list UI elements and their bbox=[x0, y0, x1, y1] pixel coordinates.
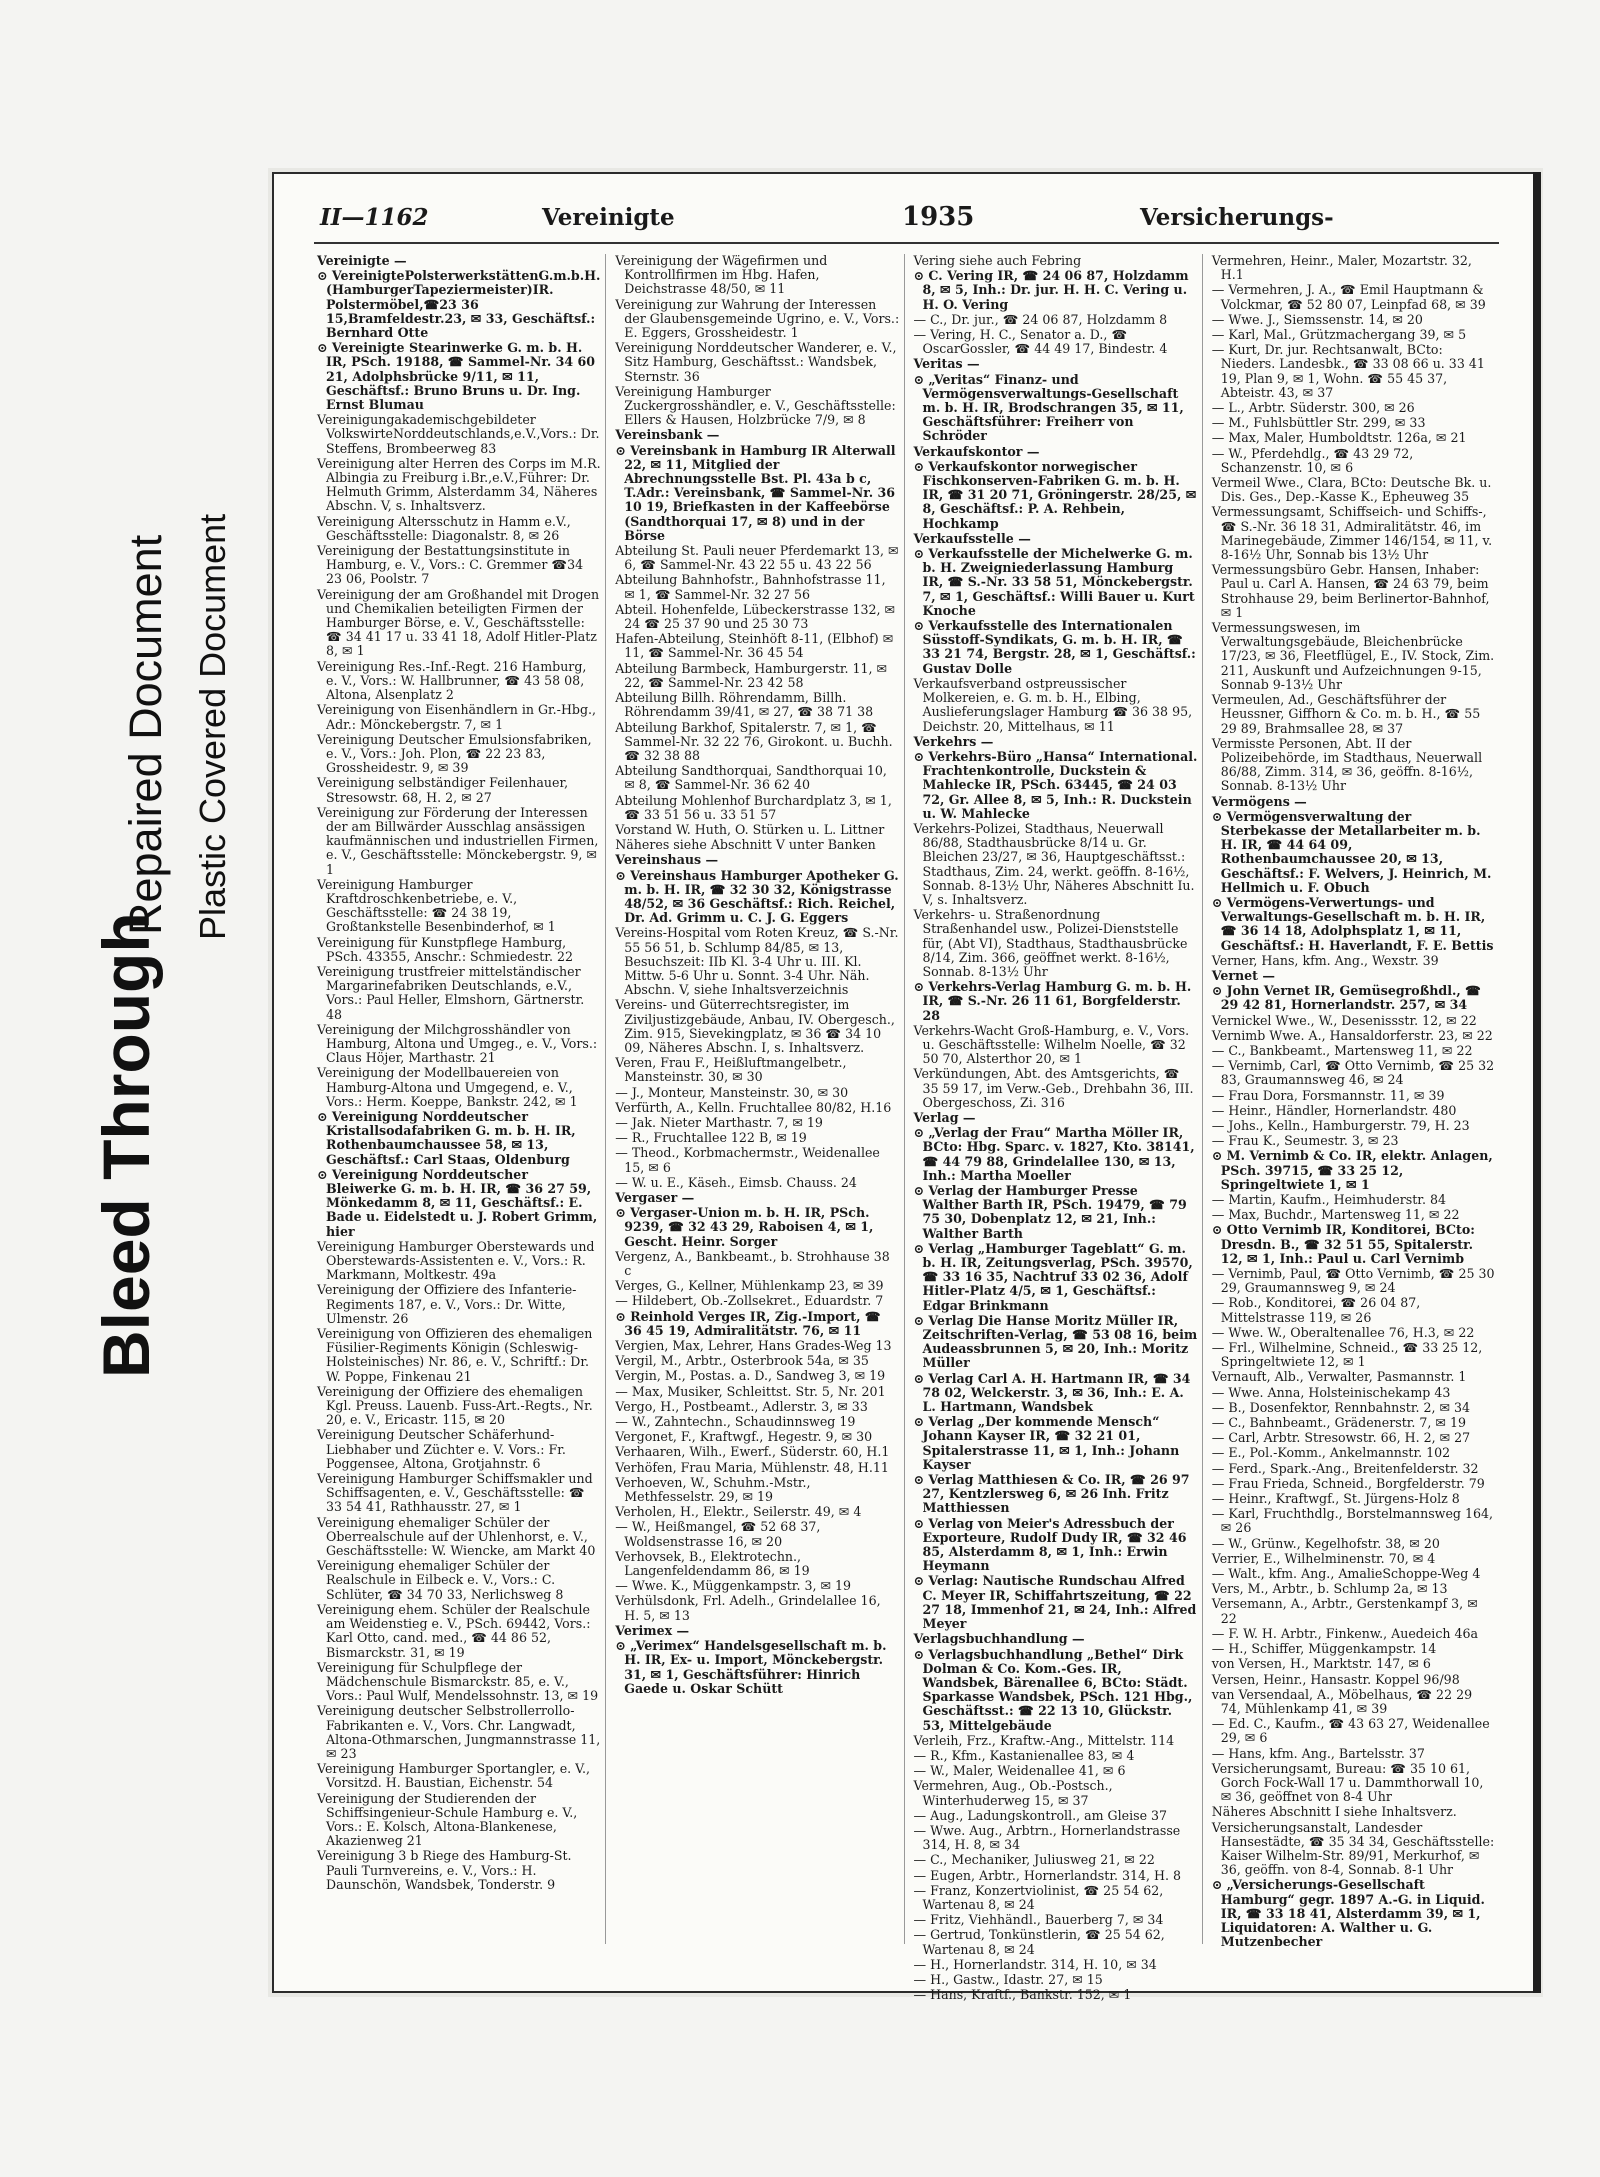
directory-entry: — Frau Dora, Forsmannstr. 11, ✉ 39 bbox=[1211, 1087, 1445, 1103]
directory-entry: — Fritz, Viehhändl., Bauerberg 7, ✉ 34 bbox=[913, 1912, 1164, 1928]
directory-entry: Vermeulen, Ad., Geschäftsführer der Heussner, Giffhorn & Co. m. b. H., ☎ 55 29 89, Brahmsallee 28, ✉ 37 bbox=[1211, 692, 1481, 736]
directory-entry: ⊙ Vermögens-Verwertungs- und Verwaltungs-Gesellschaft m. b. H. IR, ☎ 36 14 18, Adolphsplatz 1, ✉ 11, Geschäftsf.: H. Haverlandt, F. E. Bettis bbox=[1211, 894, 1494, 953]
directory-entry: — Karl, Mal., Grützmachergang 39, ✉ 5 bbox=[1211, 327, 1467, 343]
directory-entry: Vereinigung Hamburger Zuckergrosshändler, e. V., Geschäftsstelle: Ellers & Hausen, Holzbrücke 7/9, ✉ 8 bbox=[615, 383, 896, 428]
directory-entry: Vereinigung der Offiziere des Infanterie-Regiments 187, e. V., Vors.: Dr. Witte, Ulmenstr. 26 bbox=[317, 1282, 577, 1326]
directory-entry: — C., Bahnbeamt., Grädenerstr. 7, ✉ 19 bbox=[1211, 1415, 1467, 1431]
directory-entry: Vereinshaus — bbox=[615, 852, 719, 868]
directory-entry: Vereinigung von Offizieren des ehemaligen Füsilier-Regiments Königin (Schleswig-Holsteinisches) Nr. 86, e. V., Schriftf.: Dr. W. Poppe, Finkenau 21 bbox=[317, 1326, 593, 1384]
directory-entry: Vereinigung Norddeutscher Wanderer, e. V., Sitz Hamburg, Geschäftsst.: Wandsbek, Sternstr. 36 bbox=[615, 340, 897, 384]
directory-entry: — W., Heißmangel, ☎ 52 68 37, Woldsenstrasse 16, ✉ 20 bbox=[615, 1519, 821, 1549]
directory-entry: Verhoeven, W., Schuhm.-Mstr., Methfesselstr. 29, ✉ 19 bbox=[615, 1474, 811, 1505]
directory-entry: — J., Monteur, Mansteinstr. 30, ✉ 30 bbox=[615, 1084, 849, 1100]
directory-entry: Verhülsdonk, Frl. Adelh., Grindelallee 16, H. 5, ✉ 13 bbox=[615, 1593, 881, 1623]
directory-entry: ⊙ Vereinigung Norddeutscher Kristallsodafabriken G. m. b. H. IR, Rothenbaumchaussee 58, ✉ 13, Geschäftsf.: Carl Staas, Oldenburg bbox=[317, 1108, 576, 1167]
directory-column-2 bbox=[615, 254, 904, 1944]
directory-entry: — Ferd., Spark.-Ang., Breitenfelderstr. 32 bbox=[1211, 1460, 1479, 1476]
directory-entry: — Wwe. Anna, Holsteinischekamp 43 bbox=[1211, 1384, 1451, 1400]
directory-entry: Verkehrs- u. Straßenordnung Straßenhandel usw., Polizei-Dienststelle für, (Abt VI), Stadthaus, Stadthausbrücke 8/14, Zim. 366, geöffnet werkt. 8-16½, Sonnab. 8-13½ Uhr bbox=[913, 907, 1188, 979]
directory-entry: Versicherungsanstalt, Landesder Hansestädte, ☎ 35 34 34, Geschäftsstelle: Kaiser Wilhelm-Str. 89/91, Merkurhof, ✉ 36, geöffn. von 8-4, Sonnab. 8-1 Uhr bbox=[1211, 1819, 1495, 1878]
directory-entry: ⊙ „Verlag der Frau“ Martha Möller IR, BCto: Hbg. Sparc. v. 1827, Kto. 38141, ☎ 44 79 88, Grindelallee 130, ✉ 13, Inh.: Martha Moeller bbox=[913, 1125, 1195, 1183]
directory-entry: — Walt., kfm. Ang., AmalieSchoppe-Weg 4 bbox=[1211, 1566, 1481, 1582]
directory-entry: — Wwe. Aug., Arbtrn., Hornerlandstrasse 314, H. 8, ✉ 34 bbox=[913, 1822, 1181, 1853]
directory-entry: — Frau K., Seumestr. 3, ✉ 23 bbox=[1211, 1133, 1399, 1149]
directory-entry: — B., Dosenfektor, Rennbahnstr. 2, ✉ 34 bbox=[1211, 1399, 1471, 1415]
directory-entry: ⊙ Verlag von Meier's Adressbuch der Exporteure, Rudolf Dudy IR, ☎ 32 46 85, Alsterdamm 8, ✉ 1, Inh.: Erwin Heymann bbox=[913, 1515, 1187, 1574]
directory-entry: ⊙ Verlag Die Hanse Moritz Müller IR, Zeitschriften-Verlag, ☎ 53 08 16, beim Audeassbrunnen 5, ✉ 20, Inh.: Moritz Müller bbox=[913, 1312, 1198, 1371]
directory-entry: Vereinigung Hamburger Oberstewards und Oberstewards-Assistenten e. V., Vors.: R. Markmann, Moltkestr. 49a bbox=[317, 1238, 595, 1283]
directory-entry: Verkaufskontor — bbox=[913, 443, 1040, 459]
directory-entry: Vernet — bbox=[1211, 967, 1275, 983]
directory-entry: ⊙ Vergaser-Union m. b. H. IR, PSch. 9239, ☎ 32 43 29, Raboisen 4, ✉ 1, Gescht. Heinr. Sorger bbox=[615, 1205, 874, 1249]
directory-entry: Vermeil Wwe., Clara, BCto: Deutsche Bk. u. Dis. Ges., Dep.-Kasse K., Epheuweg 35 bbox=[1211, 475, 1492, 505]
directory-column-4 bbox=[1211, 253, 1500, 1950]
directory-entry: — H., Gastw., Idastr. 27, ✉ 15 bbox=[913, 1971, 1103, 1987]
directory-entry: Versemann, A., Arbtr., Gerstenkampf 3, ✉ 22 bbox=[1211, 1596, 1478, 1626]
directory-entry: — Frau Frieda, Schneid., Borgfelderstr. 79 bbox=[1211, 1475, 1485, 1491]
directory-entry: Abteilung Barkhof, Spitalerstr. 7, ✉ 1, ☎ Sammel-Nr. 32 22 76, Girokont. u. Buchh. ☎ 32 38 88 bbox=[615, 719, 893, 763]
directory-entry: — Carl, Arbtr. Stresowstr. 66, H. 2, ✉ 27 bbox=[1211, 1430, 1471, 1446]
directory-entry: — Kurt, Dr. jur. Rechtsanwalt, BCto: Nieders. Landesbk., ☎ 33 08 66 u. 33 41 19, Plan 9, ✉ 1, Wohn. ☎ 55 45 37, Abteistr. 43, ✉ 37 bbox=[1211, 342, 1485, 400]
directory-entry: ⊙ Verkehrs-Büro „Hansa“ International. Frachtenkontrolle, Duckstein & Mahlecke IR, PSch. 63445, ☎ 24 03 72, Gr. Allee 8, ✉ 5, Inh.: R. Duckstein u. W. Mahlecke bbox=[913, 748, 1198, 821]
directory-entry: Verlagsbuchhandlung — bbox=[913, 1631, 1085, 1647]
directory-entry: — Gertrud, Tonkünstlerin, ☎ 25 54 62, Wartenau 8, ✉ 24 bbox=[913, 1927, 1165, 1957]
directory-entry: — C., Dr. jur., ☎ 24 06 87, Holzdamm 8 bbox=[913, 311, 1168, 327]
header-year: 1935 bbox=[902, 202, 975, 232]
directory-entry: — Rob., Konditorei, ☎ 26 04 87, Mittelstrasse 119, ✉ 26 bbox=[1211, 1295, 1421, 1325]
directory-entry: — F. W. H. Arbtr., Finkenw., Auedeich 46a bbox=[1211, 1625, 1479, 1641]
directory-entry: — L., Arbtr. Süderstr. 300, ✉ 26 bbox=[1211, 400, 1415, 416]
directory-entry: ⊙ Vereinshaus Hamburger Apotheker G. m. b. H. IR, ☎ 32 30 32, Königstrasse 48/52, ✉ 36 Geschäftsf.: Rich. Reichel, Dr. Ad. Grimm u. C. J. G. Eggers bbox=[615, 867, 899, 926]
directory-entry: ⊙ Verlag: Nautische Rundschau Alfred C. Meyer IR, Schiffahrtszeitung, ☎ 22 27 18, Immenhof 21, ✉ 24, Inh.: Alfred Meyer bbox=[913, 1573, 1197, 1632]
directory-entry: — W., Maler, Weidenallee 41, ✉ 6 bbox=[913, 1763, 1126, 1779]
directory-entry: Abteilung Billh. Röhrendamm, Billh. Röhrendamm 39/41, ✉ 27, ☎ 38 71 38 bbox=[615, 690, 874, 720]
directory-entry: Verhovsek, B., Elektrotechn., Langenfeldendamm 86, ✉ 19 bbox=[615, 1548, 810, 1579]
directory-entry: Vereinigung Deutscher Schäferhund-Liebhaber und Züchter e. V. Vors.: Fr. Poggensee, Altona, Grotjahnstr. 6 bbox=[317, 1427, 566, 1471]
directory-entry: Abteilung Bahnhofstr., Bahnhofstrasse 11, ✉ 1, ☎ Sammel-Nr. 32 27 56 bbox=[615, 572, 886, 602]
directory-entry: Vergien, Max, Lehrer, Hans Grades-Weg 13 bbox=[615, 1338, 892, 1354]
directory-entry: ⊙ Vermögensverwaltung der Sterbekasse der Metallarbeiter m. b. H. IR, ☎ 44 64 09, Rothenbaumchaussee 20, ✉ 13, Geschäftsf.: F. Welvers, J. Heinrich, M. Hellmich u. F. Obuch bbox=[1211, 808, 1492, 895]
directory-column-3 bbox=[913, 253, 1203, 2003]
directory-entry: — Franz, Konzertviolinist, ☎ 25 54 62, Wartenau 8, ✉ 24 bbox=[913, 1882, 1164, 1912]
directory-entry: Verkaufsstelle — bbox=[913, 530, 1031, 546]
directory-entry: Vermessungsbüro Gebr. Hansen, Inhaber: Paul u. Carl A. Hansen, ☎ 24 63 79, beim Strohhause 29, beim Berlinertor-Bahnhof, ✉ 1 bbox=[1211, 562, 1490, 620]
directory-entry: — Vermehren, J. A., ☎ Emil Hauptmann & Volckmar, ☎ 52 80 07, Leinpfad 68, ✉ 39 bbox=[1211, 282, 1486, 312]
directory-entry: ⊙ Verlag Matthiesen & Co. IR, ☎ 26 97 27, Kentzlersweg 6, ✉ 26 Inh. Fritz Matthiessen bbox=[913, 1472, 1190, 1516]
directory-entry: Abteilung Barmbeck, Hamburgerstr. 11, ✉ 22, ☎ Sammel-Nr. 23 42 58 bbox=[615, 660, 888, 690]
directory-entry: Vereinigung zur Wahrung der Interessen der Glaubensgemeinde Ugrino, e. V., Vors.: E. Eggers, Grossheidestr. 1 bbox=[615, 296, 900, 341]
directory-entry: Hafen-Abteilung, Steinhöft 8-11, (Elbhof) ✉ 11, ☎ Sammel-Nr. 36 45 54 bbox=[615, 631, 894, 661]
directory-entry: Verner, Hans, kfm. Ang., Wexstr. 39 bbox=[1211, 952, 1439, 968]
directory-entry: ⊙ Verlag der Hamburger Presse Walther Barth IR, PSch. 19479, ☎ 79 75 30, Dobenplatz 12, ✉ 21, Inh.: Walther Barth bbox=[913, 1183, 1187, 1241]
directory-entry: ⊙ C. Vering IR, ☎ 24 06 87, Holzdamm 8, ✉ 5, Inh.: Dr. jur. H. H. C. Vering u. H. O. Vering bbox=[913, 268, 1189, 312]
directory-entry: Verlag — bbox=[913, 1109, 976, 1125]
directory-entry: — H., Hornerlandstr. 314, H. 10, ✉ 34 bbox=[913, 1956, 1157, 1972]
header-left-word: Vereinigte bbox=[542, 204, 675, 231]
directory-entry: Versicherungsamt, Bureau: ☎ 35 10 61, Gorch Fock-Wall 17 u. Dammthorwall 10, ✉ 36, geöffnet von 8-4 Uhr bbox=[1211, 1760, 1484, 1805]
directory-entry: Verkaufsverband ostpreussischer Molkereien, e. G. m. b. H., Elbing, Auslieferungslager Hamburg ☎ 36 38 95, Deichstr. 20, Mittelhaus, ✉ 11 bbox=[913, 675, 1193, 734]
directory-entry: Vereinigung ehem. Schüler der Realschule am Weidenstieg e. V., PSch. 69442, Vors.: Karl Otto, cand. med., ☎ 44 86 52, Bismarckstr. 31, ✉ 19 bbox=[317, 1601, 591, 1660]
directory-entry: ⊙ Verkaufsstelle des Internationalen Süsstoff-Syndikats, G. m. b. H. IR, ☎ 33 21 74, Bergstr. 28, ✉ 1, Geschäftsf.: Gustav Dolle bbox=[913, 618, 1196, 676]
directory-entry: — Heinr., Händler, Hornerlandstr. 480 bbox=[1211, 1102, 1457, 1118]
scanned-page bbox=[274, 174, 1537, 2003]
directory-entry: — Ed. C., Kaufm., ☎ 43 63 27, Weidenallee 29, ✉ 6 bbox=[1211, 1716, 1490, 1746]
directory-entry: van Versendaal, A., Möbelhaus, ☎ 22 29 74, Mühlenkamp 41, ✉ 39 bbox=[1211, 1686, 1473, 1716]
directory-entry: ⊙ „Versicherungs-Gesellschaft Hamburg“ gegr. 1897 A.-G. in Liquid. IR, ☎ 33 18 41, Alsterdamm 39, ✉ 1, Liquidatoren: A. Walther u. G. Mutzenbecher bbox=[1211, 1877, 1485, 1950]
directory-entry: ⊙ Verlag Carl A. H. Hartmann IR, ☎ 34 78 02, Welckerstr. 3, ✉ 36, Inh.: E. A. L. Hartmann, Wandsbek bbox=[913, 1370, 1191, 1415]
directory-entry: — Wwe. K., Müggenkampstr. 3, ✉ 19 bbox=[615, 1578, 852, 1594]
directory-entry: ⊙ M. Vernimb & Co. IR, elektr. Anlagen, PSch. 39715, ☎ 33 25 12, Springeltwiete 1, ✉ 1 bbox=[1211, 1148, 1493, 1192]
directory-entry: Abteilung Sandthorquai, Sandthorquai 10, ✉ 8, ☎ Sammel-Nr. 36 62 40 bbox=[615, 763, 887, 793]
directory-entry: Vereins- und Güterrechtsregister, im Ziviljustizgebäude, Anbau, IV. Obergesch., Zim. 915, Sievekingplatz, ✉ 36 ☎ 34 10 09, Näheres Abschn. I, s. Inhaltsverz. bbox=[615, 997, 895, 1055]
directory-entry: ⊙ Verlag „Hamburger Tageblatt“ G. m. b. H. IR, Zeitungsverlag, PSch. 39570, ☎ 33 16 35, Nachtruf 33 02 36, Adolf Hitler-Platz 4/5, ✉ 1, Geschäftsf.: Edgar Brinkmann bbox=[913, 1240, 1193, 1313]
directory-entry: ⊙ Verkaufskontor norwegischer Fischkonserven-Fabriken G. m. b. H. IR, ☎ 31 20 71, Gröningerstr. 28/25, ✉ 8, Geschäftsf.: P. A. Rehbein, Hochkamp bbox=[913, 458, 1197, 531]
directory-entry: Vers, M., Arbtr., b. Schlump 2a, ✉ 13 bbox=[1211, 1581, 1448, 1597]
header-right-word: Versicherungs- bbox=[1140, 204, 1334, 231]
directory-entry: ⊙ Verlag „Der kommende Mensch“ Johann Kayser IR, ☎ 32 21 01, Spitalerstrasse 11, ✉ 1, Inh.: Johann Kayser bbox=[913, 1414, 1180, 1472]
directory-entry: Vereinsbank — bbox=[615, 427, 720, 443]
directory-entry: Vereinigung Hamburger Schiffsmakler und Schiffsagenten, e. V., Geschäftsstelle: ☎ 33 54 41, Rathhausstr. 27, ✉ 1 bbox=[317, 1471, 593, 1515]
directory-entry: Näheres Abschnitt I siehe Inhaltsverz. bbox=[1211, 1804, 1457, 1820]
directory-entry: ⊙ „Veritas“ Finanz- und Vermögensverwaltungs-Gesellschaft m. b. H. IR, Brodschrangen 35, ✉ 11, Geschäftsführer: Freiherr von Schröder bbox=[913, 371, 1184, 444]
directory-entry: ⊙ Vereinigte Stearinwerke G. m. b. H. IR, PSch. 19188, ☎ Sammel-Nr. 34 60 21, Adolphsbrücke 9/11, ✉ 11, Geschäftsf.: Bruno Bruns u. Dr. Ing. Ernst Blumau bbox=[317, 340, 596, 413]
directory-entry: Veritas — bbox=[913, 356, 980, 372]
directory-entry: Vereinigung der Studierenden der Schiffsingenieur-Schule Hamburg e. V., Vors.: E. Kolsch, Altona-Blankenese, Akazienweg 21 bbox=[317, 1790, 578, 1849]
directory-columns bbox=[317, 253, 1500, 2003]
directory-entry: Vereinigung trustfreier mittelständischer Margarinefabriken Deutschlands, e.V., Vors.: Paul Heller, Elmshorn, Gärtnerstr. 48 bbox=[317, 963, 585, 1022]
directory-entry: Verges, G., Kellner, Mühlenkamp 23, ✉ 39 bbox=[615, 1278, 884, 1294]
directory-entry: Verimex — bbox=[615, 1622, 690, 1638]
directory-entry: — W., Pferdehdlg., ☎ 43 29 72, Schanzenstr. 10, ✉ 6 bbox=[1211, 445, 1414, 475]
directory-entry: Vernauft, Alb., Verwalter, Pasmannstr. 1 bbox=[1211, 1369, 1467, 1385]
directory-entry: ⊙ VereinigtePolsterwerkstättenG.m.b.H. (HamburgerTapeziermeister)IR. Polstermöbel,☎23 36 15,Bramfeldestr.23, ✉ 33, Geschäftsf.: Bernhard Otte bbox=[317, 268, 601, 341]
directory-entry: Vereinigung der Modellbauereien von Hamburg-Altona und Umgegend, e. V., Vors.: Herm. Koeppe, Bankstr. 242, ✉ 1 bbox=[317, 1065, 578, 1109]
directory-entry: — Max, Maler, Humboldtstr. 126a, ✉ 21 bbox=[1211, 430, 1467, 446]
directory-entry: ⊙ Verkaufsstelle der Michelwerke G. m. b. H. Zweigniederlassung Hamburg IR, ☎ S.-Nr. 33 58 51, Mönckebergstr. 7, ✉ 1, Geschäftsf.: Willi Bauer u. Kurt Knoche bbox=[913, 546, 1195, 618]
directory-entry: ⊙ John Vernet IR, Gemüsegroßhdl., ☎ 29 42 81, Hornerlandstr. 257, ✉ 34 bbox=[1211, 983, 1481, 1013]
directory-entry: Verkehrs — bbox=[913, 733, 994, 749]
directory-entry: — Hans, kfm. Ang., Bartelsstr. 37 bbox=[1211, 1745, 1425, 1761]
directory-entry: — Johs., Kelln., Hamburgerstr. 79, H. 23 bbox=[1211, 1117, 1470, 1133]
directory-entry: Vereinigung Altersschutz in Hamm e.V., Geschäftsstelle: Diagonalstr. 8, ✉ 26 bbox=[317, 513, 571, 543]
directory-entry: Vereinigung selbständiger Feilenhauer, Stresowstr. 68, H. 2, ✉ 27 bbox=[317, 775, 569, 805]
directory-entry: — C., Mechaniker, Juliusweg 21, ✉ 22 bbox=[913, 1852, 1155, 1868]
directory-entry: Vereinigung Hamburger Sportangler, e. V., Vorsitzd. H. Baustian, Eichenstr. 54 bbox=[317, 1761, 591, 1791]
directory-entry: Vereinigung der am Großhandel mit Drogen und Chemikalien beteiligten Firmen der Hamburger Börse, e. V., Geschäftsstelle: ☎ 34 41 17 u. 33 41 18, Adolf Hitler-Platz 8, ✉ 1 bbox=[317, 586, 600, 659]
directory-column-1 bbox=[317, 254, 606, 1944]
directory-entry: Vering siehe auch Febring bbox=[913, 253, 1082, 268]
directory-entry: Versen, Heinr., Hansastr. Koppel 96/98 bbox=[1211, 1671, 1460, 1687]
directory-entry: ⊙ Verlagsbuchhandlung „Bethel“ Dirk Dolman & Co. Kom.-Ges. IR, Wandsbek, Bärenallee 6, BCto: Städt. Sparkasse Wandsbek, PSch. 121 Hbg., Geschäftsst.: ☎ 22 13 10, Glückstr. 53, Mittelgebäude bbox=[913, 1646, 1193, 1733]
directory-entry: Abteil. Hohenfelde, Lübeckerstrasse 132, ✉ 24 ☎ 25 37 90 und 25 30 73 bbox=[615, 601, 896, 632]
directory-entry: Vermehren, Aug., Ob.-Postsch., Winterhuderweg 15, ✉ 37 bbox=[913, 1778, 1113, 1808]
page-header bbox=[314, 202, 1499, 244]
directory-entry: Vergaser — bbox=[615, 1190, 695, 1205]
directory-entry: Verleih, Frz., Kraftw.-Ang., Mittelstr. 114 bbox=[913, 1732, 1175, 1748]
directory-entry: — C., Bankbeamt., Martensweg 11, ✉ 22 bbox=[1211, 1042, 1473, 1058]
directory-entry: Vermisste Personen, Abt. II der Polizeibehörde, im Stadthaus, Neuerwall 86/88, Zimm. 314, ✉ 36, geöffn. 8-16½, Sonnab. 8-13½ Uhr bbox=[1211, 735, 1483, 794]
directory-entry: Vermögens — bbox=[1211, 793, 1307, 809]
repaired-document-label: Repaired Document bbox=[120, 534, 171, 935]
directory-entry: Vereinigung für Kunstpflege Hamburg, PSch. 43355, Anschr.: Schmiedestr. 22 bbox=[317, 934, 573, 964]
directory-entry: — W. u. E., Käseh., Eimsb. Chauss. 24 bbox=[615, 1174, 857, 1190]
directory-entry: Verkündungen, Abt. des Amtsgerichts, ☎ 35 59 17, im Verw.-Geb., Drehbahn 36, III. Obergeschoss, Zi. 316 bbox=[913, 1066, 1194, 1110]
directory-entry: — Heinr., Kraftwgf., St. Jürgens-Holz 8 bbox=[1211, 1491, 1460, 1507]
directory-entry: Vereinigung Res.-Inf.-Regt. 216 Hamburg, e. V., Vors.: W. Hallbrunner, ☎ 43 58 08, Altona, Alsenplatz 2 bbox=[317, 658, 587, 703]
directory-entry: Vereinigung Deutscher Emulsionsfabriken, e. V., Vors.: Joh. Plon, ☎ 22 23 83, Grossheidestr. 9, ✉ 39 bbox=[317, 731, 592, 776]
directory-entry: Vernimb Wwe. A., Hansaldorferstr. 23, ✉ 22 bbox=[1211, 1027, 1493, 1043]
page-number: II—1162 bbox=[320, 204, 429, 231]
directory-entry: Vereinigung der Milchgrosshändler von Hamburg, Altona und Umgeg., e. V., Vors.: Claus Höjer, Marthastr. 21 bbox=[317, 1021, 598, 1066]
directory-entry: Vereinigung ehemaliger Schüler der Realschule in Eilbeck e. V., Vors.: C. Schlüter, ☎ 34 70 33, Nerlichsweg 8 bbox=[317, 1558, 564, 1602]
directory-entry: Vereinigung ehemaliger Schüler der Oberrealschule auf der Uhlenhorst, e. V., Geschäftsstelle: W. Wiencke, am Markt 40 bbox=[317, 1514, 596, 1559]
directory-entry: Vermessungsamt, Schiffseich- und Schiffs-, ☎ S.-Nr. 36 18 31, Admiralitätstr. 46, im Marinegebäude, Zimmer 146/154, ✉ 11, v. 8-16½ Uhr, Sonnab bis 13½ Uhr bbox=[1211, 504, 1493, 563]
directory-entry: — W., Zahntechn., Schaudinnsweg 19 bbox=[615, 1414, 856, 1430]
directory-entry: — Hildebert, Ob.-Zollsekret., Eduardstr. 7 bbox=[615, 1293, 884, 1309]
directory-entry: Vernickel Wwe., W., Desenissstr. 12, ✉ 22 bbox=[1211, 1012, 1477, 1028]
directory-entry: Vermehren, Heinr., Maler, Mozartstr. 32, H.1 bbox=[1211, 253, 1472, 283]
plastic-covered-document-label: Plastic Covered Document bbox=[192, 513, 233, 940]
directory-entry: Abteilung Mohlenhof Burchardplatz 3, ✉ 1, ☎ 33 51 56 u. 33 51 57 bbox=[615, 792, 892, 822]
directory-entry: ⊙ „Verimex“ Handelsgesellschaft m. b. H. IR, Ex- u. Import, Mönckebergstr. 31, ✉ 1, Geschäftsführer: Hinrich Gaede u. Oskar Schütt bbox=[615, 1638, 887, 1696]
directory-entry: — Martin, Kaufm., Heimhuderstr. 84 bbox=[1211, 1192, 1446, 1207]
directory-entry: Vereinigung der Offiziere des ehemaligen Kgl. Preuss. Lauenb. Fuss-Art.-Regts., Nr. 20, e. V., Ericastr. 115, ✉ 20 bbox=[317, 1383, 593, 1428]
directory-entry: — Eugen, Arbtr., Hornerlandstr. 314, H. 8 bbox=[913, 1867, 1182, 1883]
directory-entry: — Vernimb, Carl, ☎ Otto Vernimb, ☎ 25 32 83, Graumannsweg 46, ✉ 24 bbox=[1211, 1058, 1495, 1088]
directory-entry: — Theod., Korbmachermstr., Weidenallee 15, ✉ 6 bbox=[615, 1145, 880, 1175]
directory-entry: — R., Fruchtallee 122 B, ✉ 19 bbox=[615, 1130, 807, 1146]
directory-entry: von Versen, H., Marktstr. 147, ✉ 6 bbox=[1211, 1656, 1431, 1672]
directory-entry: — Karl, Fruchthdlg., Borstelmannsweg 164, ✉ 26 bbox=[1211, 1506, 1494, 1536]
directory-entry: Verkehrs-Wacht Groß-Hamburg, e. V., Vors. u. Geschäftsstelle: Wilhelm Noelle, ☎ 32 50 70, Alsterthor 20, ✉ 1 bbox=[913, 1022, 1190, 1067]
directory-entry: Verkehrs-Polizei, Stadthaus, Neuerwall 86/88, Stadthausbrücke 8/14 u. Gr. Bleichen 23/27, ✉ 36, Hauptgeschäftsst.: Stadthaus, Zim. 24, werkt. geöffn. 8-16½, Sonnab. 8-13½ Uhr, Näheres Abschnitt Iu. V, s. Inhaltsverz. bbox=[913, 820, 1195, 907]
directory-entry: — Wwe. W., Oberaltenallee 76, H.3, ✉ 22 bbox=[1211, 1324, 1475, 1340]
directory-entry: Vereinigungakademischgebildeter VolkswirteNorddeutschlands,e.V.,Vors.: Dr. Steffens, Brombeerweg 83 bbox=[317, 412, 600, 456]
directory-entry: — Vering, H. C., Senator a. D., ☎ OscarGossler, ☎ 44 49 17, Bindestr. 4 bbox=[913, 327, 1168, 357]
directory-entry: ⊙ Reinhold Verges IR, Zig.-Import, ☎ 36 45 19, Admiralitätstr. 76, ✉ 11 bbox=[615, 1308, 881, 1338]
directory-entry: Vorstand W. Huth, O. Stürken u. L. Littner bbox=[615, 821, 885, 837]
directory-entry: Vermessungswesen, im Verwaltungsgebäude, Bleichenbrücke 17/23, ✉ 36, Fleetflügel, E., IV. Stock, Zim. 211, Auskunft und Aufzeichnungen 9-15, Sonnab 9-13½ Uhr bbox=[1211, 620, 1495, 692]
directory-entry: Verrier, E., Wilhelminenstr. 70, ✉ 4 bbox=[1211, 1550, 1436, 1566]
directory-entry: — Wwe. J., Siemssenstr. 14, ✉ 20 bbox=[1211, 311, 1423, 327]
directory-entry: — Frl., Wilhelmine, Schneid., ☎ 33 25 12, Springeltwiete 12, ✉ 1 bbox=[1211, 1340, 1483, 1370]
directory-entry: Vereinigung alter Herren des Corps im M.R. Albingia zu Freiburg i.Br.,e.V.,Führer: Dr. Helmuth Grimm, Alsterdamm 34, Näheres Abschn. V, s. Inhaltsverz. bbox=[317, 455, 601, 514]
directory-entry: Verhaaren, Wilh., Ewerf., Süderstr. 60, H.1 bbox=[615, 1444, 890, 1460]
directory-entry: Verhöfen, Frau Maria, Mühlenstr. 48, H.11 bbox=[615, 1459, 889, 1475]
directory-entry: — Hans, Kraftf., Bankstr. 152, ✉ 1 bbox=[913, 1987, 1132, 2003]
directory-entry: ⊙ Verkehrs-Verlag Hamburg G. m. b. H. IR, ☎ S.-Nr. 26 11 61, Borgfelderstr. 28 bbox=[913, 979, 1192, 1023]
directory-entry: Näheres siehe Abschnitt V unter Banken bbox=[615, 837, 876, 853]
directory-entry: Vereinigung deutscher Selbstrollerrollo-Fabrikanten e. V., Vors. Chr. Langwadt, Altona-Othmarschen, Jungmannstrasse 11, ✉ 23 bbox=[317, 1703, 601, 1761]
directory-entry: — H., Schiffer, Müggenkampstr. 14 bbox=[1211, 1641, 1437, 1657]
directory-entry: — Max, Musiker, Schleittst. Str. 5, Nr. 201 bbox=[615, 1383, 886, 1399]
directory-entry: Vergonet, F., Kraftwgf., Hegestr. 9, ✉ 30 bbox=[615, 1429, 873, 1445]
directory-entry: Verfürth, A., Kelln. Fruchtallee 80/82, H.16 bbox=[615, 1099, 892, 1115]
directory-entry: Vereinigung der Wägefirmen und Kontrollfirmen im Hbg. Hafen, Deichstrasse 48/50, ✉ 11 bbox=[615, 253, 828, 297]
directory-entry: — Aug., Ladungskontroll., am Gleise 37 bbox=[913, 1807, 1168, 1823]
directory-entry: Verholen, H., Elektr., Seilerstr. 49, ✉ 4 bbox=[615, 1504, 862, 1520]
side-labels bbox=[0, 0, 275, 2177]
directory-entry: ⊙ Otto Vernimb IR, Konditorei, BCto: Dresdn. B., ☎ 32 51 55, Spitalerstr. 12, ✉ 1, Inh.: Paul u. Carl Vernimb bbox=[1211, 1222, 1475, 1266]
directory-entry: Vereinigung zur Förderung der Interessen der am Billwärder Ausschlag ansässigen kaufmännischen und industriellen Firmen, e. V., Geschäftsstelle: Mönckebergstr. 9, ✉ 1 bbox=[317, 804, 599, 877]
directory-entry: Abteilung St. Pauli neuer Pferdemarkt 13, ✉ 6, ☎ Sammel-Nr. 43 22 55 u. 43 22 56 bbox=[615, 543, 899, 573]
directory-entry: ⊙ Vereinigung Norddeutscher Bleiwerke G. m. b. H. IR, ☎ 36 27 59, Mönkedamm 8, ✉ 11, Geschäftsf.: E. Bade u. Eidelstedt u. J. Robert Grimm, hier bbox=[317, 1166, 598, 1239]
directory-entry: — Vernimb, Paul, ☎ Otto Vernimb, ☎ 25 30 29, Graumannsweg 9, ✉ 24 bbox=[1211, 1266, 1495, 1296]
directory-entry: Vergenz, A., Bankbeamt., b. Strohhause 38 c bbox=[615, 1248, 890, 1279]
directory-entry: Vergin, M., Postas. a. D., Sandweg 3, ✉ 19 bbox=[615, 1368, 886, 1384]
directory-entry: — M., Fuhlsbüttler Str. 299, ✉ 33 bbox=[1211, 415, 1426, 431]
directory-entry: Vergil, M., Arbtr., Osterbrook 54a, ✉ 35 bbox=[615, 1353, 869, 1369]
directory-entry: — W., Grünw., Kegelhofstr. 38, ✉ 20 bbox=[1211, 1535, 1440, 1551]
bleed-through-label: Bleed Through bbox=[89, 912, 163, 1378]
directory-entry: — R., Kfm., Kastanienallee 83, ✉ 4 bbox=[913, 1747, 1135, 1763]
directory-entry: ⊙ Vereinsbank in Hamburg IR Alterwall 22, ✉ 11, Mitglied der Abrechnungsstelle Bst. Pl. 43a b c, T.Adr.: Vereinsbank, ☎ Sammel-Nr. 36 10 19, Briefkasten in der Kaffeebörse (Sandthorquai 17, ✉ 8) und in der Börse bbox=[615, 442, 896, 543]
directory-entry: Vereins-Hospital vom Roten Kreuz, ☎ S.-Nr. 55 56 51, b. Schlump 84/85, ✉ 13, Besuchszeit: IIb Kl. 3-4 Uhr u. III. Kl. Mittw. 5-6 Uhr u. Sonnt. 3-4 Uhr. Näh. Abschn. V, siehe Inhaltsverzeichnis bbox=[615, 925, 899, 998]
directory-entry: Vereinigung für Schulpflege der Mädchenschule Bismarckstr. 85, e. V., Vors.: Paul Wulf, Mendelssohnstr. 13, ✉ 19 bbox=[317, 1659, 599, 1704]
directory-entry: Vereinigung 3 b Riege des Hamburg-St. Pauli Turnvereins, e. V., Vors.: H. Daunschön, Wandsbek, Tonderstr. 9 bbox=[317, 1848, 572, 1892]
directory-entry: — Jak. Nieter Marthastr. 7, ✉ 19 bbox=[615, 1114, 823, 1130]
directory-entry: Vereinigung der Bestattungsinstitute in Hamburg, e. V., Vors.: C. Gremmer ☎34 23 06, Poolstr. 7 bbox=[317, 543, 584, 587]
directory-entry: Vergo, H., Postbeamt., Adlerstr. 3, ✉ 33 bbox=[615, 1398, 868, 1414]
directory-entry: Vereinigte — bbox=[317, 253, 407, 268]
directory-entry: Vereinigung von Eisenhändlern in Gr.-Hbg., Adr.: Mönckebergstr. 7, ✉ 1 bbox=[317, 702, 597, 732]
directory-entry: Vereinigung Hamburger Kraftdroschkenbetriebe, e. V., Geschäftsstelle: ☎ 24 38 19, Großtankstelle Besenbinderhof, ✉ 1 bbox=[317, 876, 556, 935]
directory-entry: Veren, Frau F., Heißluftmangelbetr., Mansteinstr. 30, ✉ 30 bbox=[615, 1055, 847, 1085]
directory-entry: — E., Pol.-Komm., Ankelmannstr. 102 bbox=[1211, 1445, 1451, 1461]
directory-entry: — Max, Buchdr., Martensweg 11, ✉ 22 bbox=[1211, 1207, 1460, 1223]
